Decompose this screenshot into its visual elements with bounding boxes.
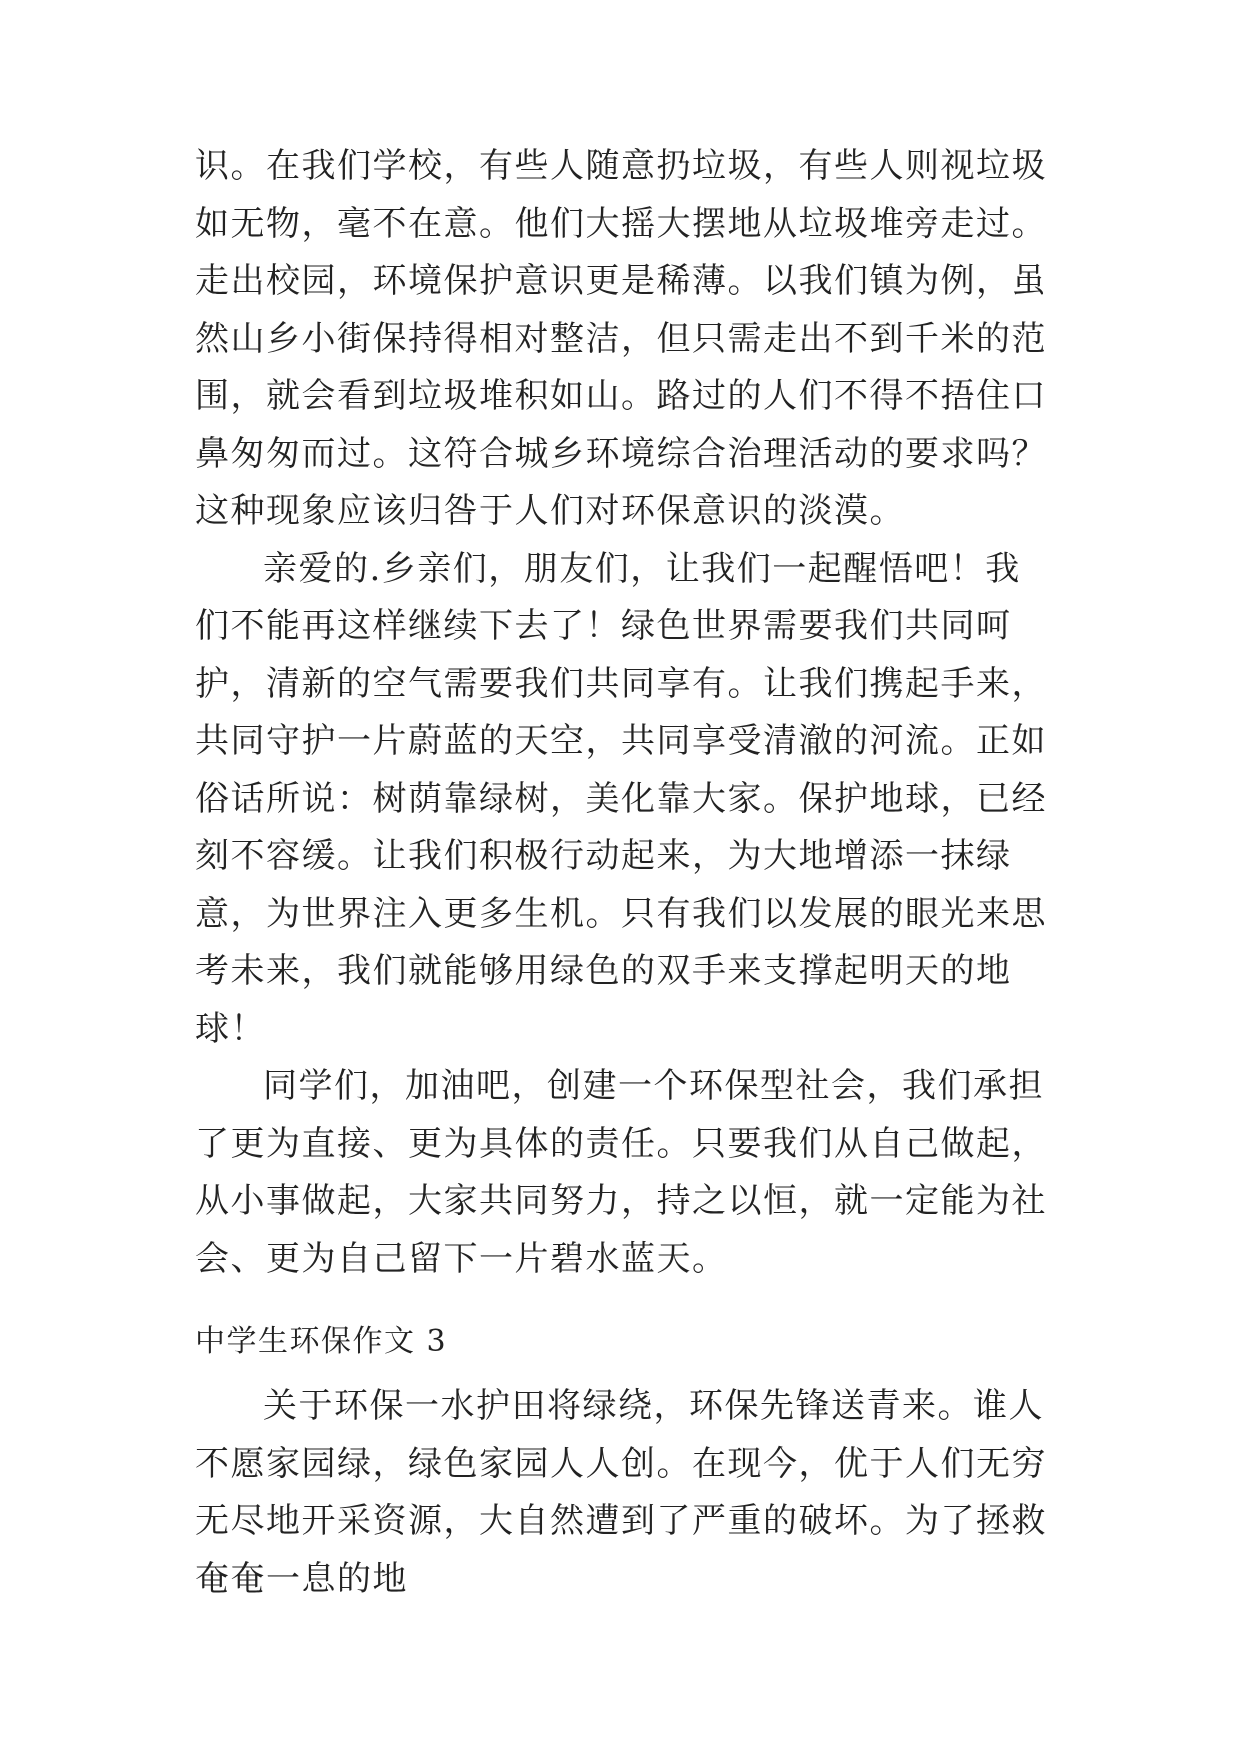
paragraph-appeal: 亲爱的.乡亲们，朋友们，让我们一起醒悟吧！我们不能再这样继续下去了！绿色世界需要我们共同呵护，清新的空气需要我们共同享有。让我们携起手来，共同守护一片蔚蓝的天空，共同享受清澈的河流。正如俗话所说：树荫靠绿树，美化靠大家。保护地球，已经刻不容缓。让我们积极行动起来，为大地增添一抹绿意，为世界注入更多生机。只有我们以发展的眼光来思考未来，我们就能够用绿色的双手来支撑起明天的地球！ [195,548,1047,1049]
body-text-bottom [195,1378,1053,1608]
paragraph-students: 同学们，加油吧，创建一个环保型社会，我们承担了更为直接、更为具体的责任。只要我们从自己做起，从小事做起，大家共同努力，持之以恒，就一定能为社会、更为自己留下一片碧水蓝天。 [195,1066,1047,1279]
paragraph-essay3-opening: 关于环保一水护田将绿绕，环保先锋送青来。谁人不愿家园绿，绿色家园人人创。在现今，优于人们无穷无尽地开采资源，大自然遭到了严重的破坏。为了拯救奄奄一息的地 [195,1386,1047,1599]
body-text-top [195,138,1053,1288]
section-heading: 中学生环保作文 3 [195,1324,448,1359]
paragraph-continuation: 识。在我们学校，有些人随意扔垃圾，有些人则视垃圾如无物，毫不在意。他们大摇大摆地从垃圾堆旁走过。走出校园，环境保护意识更是稀薄。以我们镇为例，虽然山乡小街保持得相对整洁，但只需走出不到千米的范围，就会看到垃圾堆积如山。路过的人们不得不捂住口鼻匆匆而过。这符合城乡环境综合治理活动的要求吗？这种现象应该归咎于人们对环保意识的淡漠。 [195,146,1047,531]
